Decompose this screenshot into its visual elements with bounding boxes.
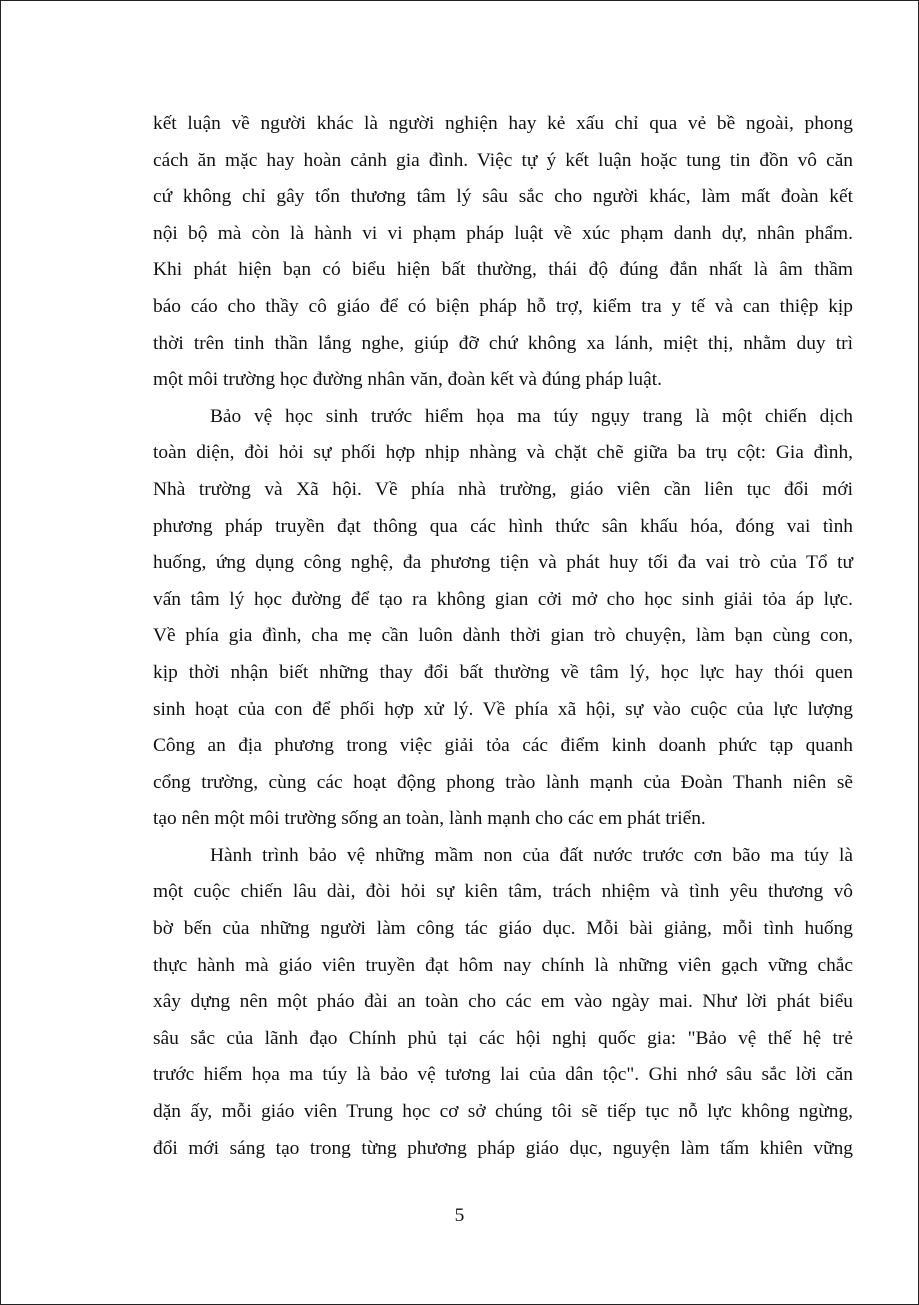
text-line: cách ăn mặc hay hoàn cảnh gia đình. Việc tự ý kết luận hoặc tung tin đồn vô căn xyxy=(153,149,853,171)
document-body xyxy=(153,106,853,1167)
text-line: sinh hoạt của con để phối hợp xử lý. Về phía xã hội, sự vào cuộc của lực lượng xyxy=(153,698,853,720)
text-line: tạo nên một môi trường sống an toàn, lành mạnh cho các em phát triển. xyxy=(153,808,706,830)
text-line: báo cáo cho thầy cô giáo để có biện pháp hỗ trợ, kiểm tra y tế và can thiệp kịp xyxy=(153,295,853,317)
text-line: vấn tâm lý học đường để tạo ra không gian cởi mở cho học sinh giải tỏa áp lực. xyxy=(153,588,853,610)
text-line: huống, ứng dụng công nghệ, đa phương tiện và phát huy tối đa vai trò của Tổ tư xyxy=(153,552,853,574)
page-number: 5 xyxy=(454,1205,465,1226)
text-line: dặn ấy, mỗi giáo viên Trung học cơ sở chúng tôi sẽ tiếp tục nỗ lực không ngừng, xyxy=(153,1101,853,1123)
text-line: thực hành mà giáo viên truyền đạt hôm nay chính là những viên gạch vững chắc xyxy=(153,954,853,976)
paragraph-1 xyxy=(153,106,853,399)
text-line: một môi trường học đường nhân văn, đoàn kết và đúng pháp luật. xyxy=(153,369,662,391)
text-line: Bảo vệ học sinh trước hiểm họa ma túy ngụy trang là một chiến dịch xyxy=(210,405,853,427)
text-line: cổng trường, cùng các hoạt động phong trào lành mạnh của Đoàn Thanh niên sẽ xyxy=(153,771,853,793)
text-line: trước hiểm họa ma túy là bảo vệ tương lai của dân tộc". Ghi nhớ sâu sắc lời căn xyxy=(153,1064,853,1086)
text-line: một cuộc chiến lâu dài, đòi hỏi sự kiên tâm, trách nhiệm và tình yêu thương vô xyxy=(153,881,853,903)
text-line: Hành trình bảo vệ những mầm non của đất nước trước cơn bão ma túy là xyxy=(210,844,853,866)
text-line: Khi phát hiện bạn có biểu hiện bất thường, thái độ đúng đắn nhất là âm thầm xyxy=(153,259,853,281)
text-line: cứ không chỉ gây tổn thương tâm lý sâu sắc cho người khác, làm mất đoàn kết xyxy=(153,186,853,208)
text-line: kịp thời nhận biết những thay đổi bất thường về tâm lý, học lực hay thói quen xyxy=(153,661,853,683)
text-line: toàn diện, đòi hỏi sự phối hợp nhịp nhàng và chặt chẽ giữa ba trụ cột: Gia đình, xyxy=(153,442,853,464)
text-line: nội bộ mà còn là hành vi vi phạm pháp luật về xúc phạm danh dự, nhân phẩm. xyxy=(153,222,853,244)
text-line: bờ bến của những người làm công tác giáo dục. Mỗi bài giảng, mỗi tình huống xyxy=(153,918,853,940)
text-line: sâu sắc của lãnh đạo Chính phủ tại các hội nghị quốc gia: "Bảo vệ thế hệ trẻ xyxy=(153,1027,853,1049)
text-line: kết luận về người khác là người nghiện hay kẻ xấu chỉ qua vẻ bề ngoài, phong xyxy=(153,113,853,134)
text-line: phương pháp truyền đạt thông qua các hình thức sân khấu hóa, đóng vai tình xyxy=(153,515,853,537)
text-line: đổi mới sáng tạo trong từng phương pháp giáo dục, nguyện làm tấm khiên vững xyxy=(153,1137,853,1159)
paragraph-3 xyxy=(153,838,853,1167)
text-line: xây dựng nên một pháo đài an toàn cho các em vào ngày mai. Như lời phát biểu xyxy=(153,991,853,1013)
paragraph-2 xyxy=(153,399,853,838)
text-line: Về phía gia đình, cha mẹ cần luôn dành thời gian trò chuyện, làm bạn cùng con, xyxy=(153,625,853,647)
text-line: Nhà trường và Xã hội. Về phía nhà trường, giáo viên cần liên tục đổi mới xyxy=(153,478,853,500)
text-line: Công an địa phương trong việc giải tỏa các điểm kinh doanh phức tạp quanh xyxy=(153,735,853,757)
text-line: thời trên tinh thần lắng nghe, giúp đỡ chứ không xa lánh, miệt thị, nhằm duy trì xyxy=(153,332,853,354)
